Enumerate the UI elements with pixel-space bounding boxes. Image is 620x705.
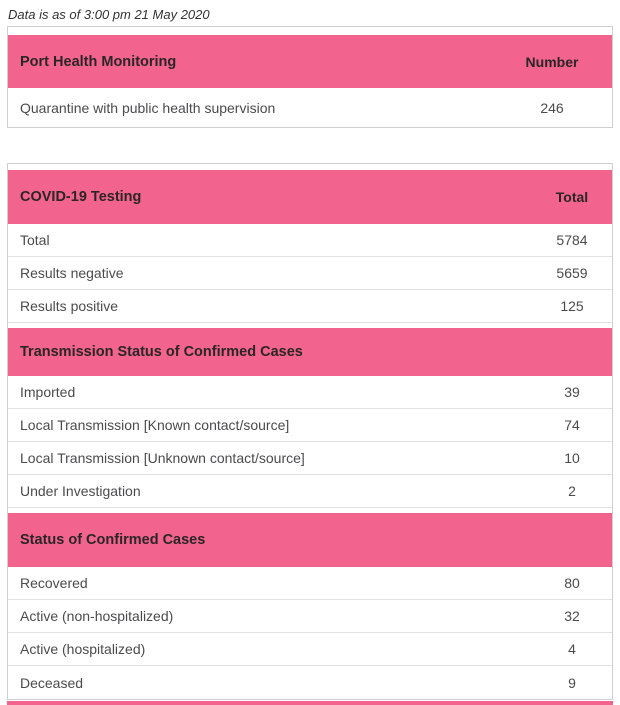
row-label: Results negative: [20, 265, 124, 281]
table-row: [8, 376, 612, 409]
row-value: 246: [540, 99, 564, 116]
row-label: Total: [20, 232, 50, 248]
row-value: 39: [564, 384, 580, 400]
port-health-table-header: [8, 35, 612, 88]
table-row: [8, 88, 612, 127]
row-value: 2: [568, 483, 576, 499]
row-value: 5784: [556, 232, 588, 248]
table-spacer: [7, 128, 613, 163]
row-label: Quarantine with public health supervision: [20, 99, 276, 116]
table-row: [8, 475, 612, 508]
covid-testing-title: COVID-19 Testing: [20, 189, 142, 205]
row-value: 125: [560, 298, 584, 314]
port-health-monitoring-table: [7, 26, 613, 128]
row-label: Local Transmission [Known contact/source]: [20, 417, 290, 433]
row-label: Deceased: [20, 674, 84, 691]
row-value: 5659: [556, 265, 588, 281]
table-row: [8, 567, 612, 600]
row-value: 10: [564, 450, 580, 466]
row-value: 32: [564, 608, 580, 624]
table-row: [8, 600, 612, 633]
row-value: 9: [568, 674, 576, 691]
port-health-table-title: Port Health Monitoring: [20, 53, 177, 70]
number-column-header: Number: [525, 53, 579, 70]
data-asof-note: Data is as of 3:00 pm 21 May 2020: [8, 7, 210, 22]
table-row: [8, 409, 612, 442]
total-column-header: Total: [555, 189, 589, 205]
table-row: [8, 257, 612, 290]
status-confirmed-section-header: Status of Confirmed Cases: [8, 513, 612, 567]
table-row: [8, 442, 612, 475]
table-row: [8, 290, 612, 323]
row-value: 4: [568, 641, 576, 657]
covid-testing-header: [8, 170, 612, 224]
row-label: Under Investigation: [20, 483, 141, 499]
row-value: 74: [564, 417, 580, 433]
row-label: Imported: [20, 384, 76, 400]
table-row: [8, 666, 612, 699]
row-label: Active (hospitalized): [20, 641, 146, 657]
table-row: [8, 633, 612, 666]
row-label: Active (non-hospitalized): [20, 608, 174, 624]
row-label: Results positive: [20, 298, 119, 314]
transmission-status-section-header: Transmission Status of Confirmed Cases: [8, 328, 612, 376]
row-value: 80: [564, 575, 580, 591]
row-label: Local Transmission [Unknown contact/source]: [20, 450, 305, 466]
table-row: [8, 224, 612, 257]
covid19-testing-table: [7, 163, 613, 700]
row-label: Recovered: [20, 575, 88, 591]
